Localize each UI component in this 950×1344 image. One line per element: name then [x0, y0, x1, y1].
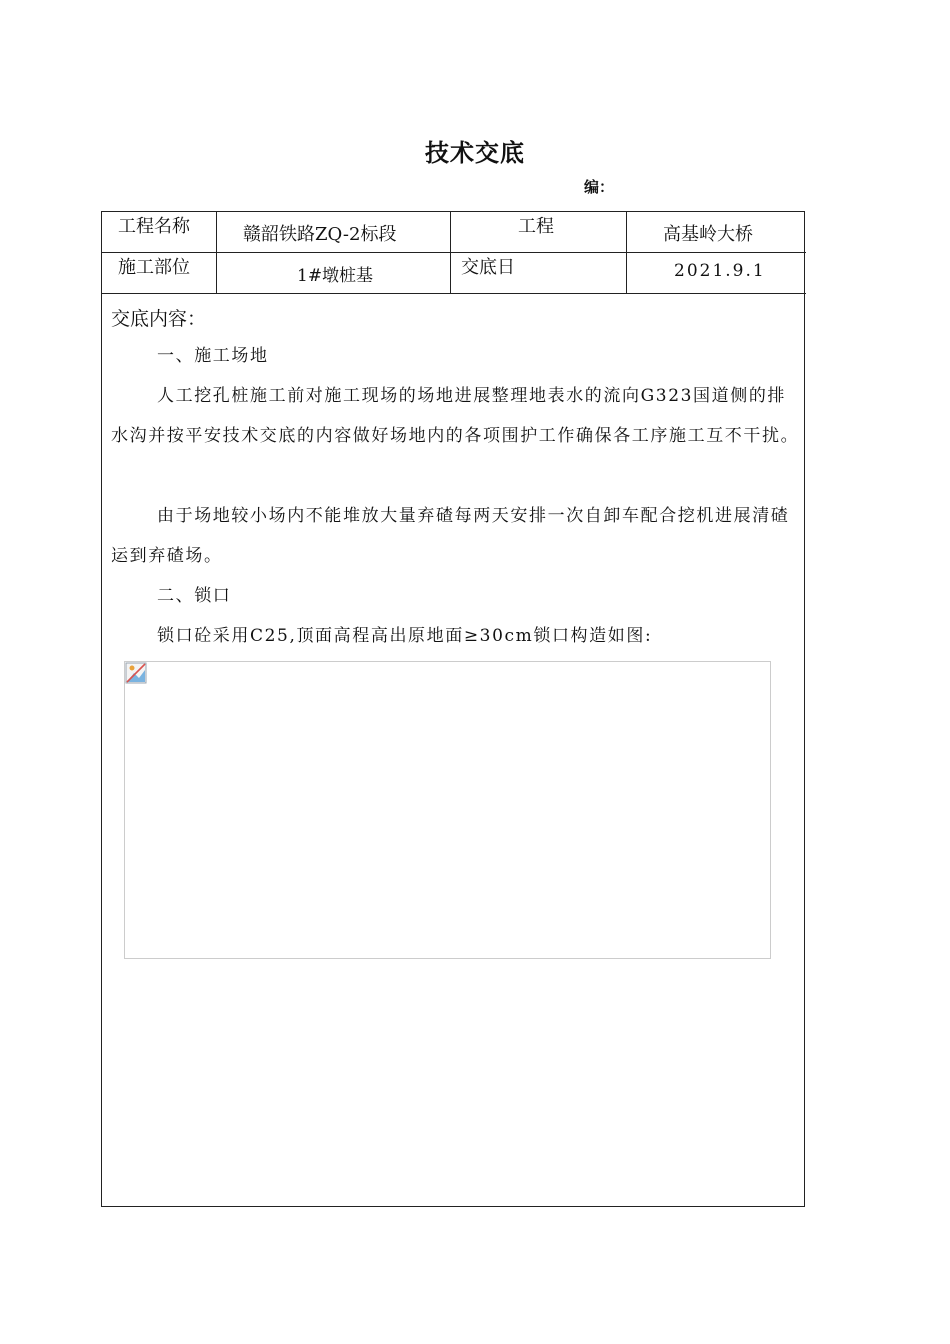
paragraph-lock: 锁口砼采用C25,顶面高程高出原地面≥30cm锁口构造如图:	[157, 626, 653, 646]
lock-structure-image	[124, 661, 771, 959]
table-col-divider	[216, 211, 217, 293]
table-bottom-divider	[101, 293, 806, 294]
handover-date-value: 2021.9.1	[674, 261, 766, 281]
table-col-divider	[626, 211, 627, 293]
broken-image-icon	[125, 662, 147, 684]
project-name-label: 工程名称	[118, 216, 190, 237]
table-row-divider	[101, 252, 806, 253]
construction-part-value: 1#墩桩基	[297, 266, 374, 286]
section2-heading: 二、锁口	[157, 586, 232, 606]
paragraph-site: 人工挖孔桩施工前对施工现场的场地进展整理地表水的流向G323国道侧的排水沟并按平安技术交底的内容做好场地内的各项围护工作确保各工序施工互不干扰。	[111, 386, 800, 446]
project-label: 工程	[518, 216, 554, 237]
editor-label: 编：	[584, 178, 615, 196]
document-title: 技术交底	[425, 139, 525, 167]
construction-part-label: 施工部位	[118, 257, 190, 278]
handover-date-label: 交底日	[461, 257, 515, 278]
section1-heading: 一、施工场地	[157, 346, 269, 366]
paragraph-slag: 由于场地较小场内不能堆放大量弃碴每两天安排一次自卸车配合挖机进展清碴运到弃碴场。	[111, 506, 790, 566]
project-value: 高基岭大桥	[663, 224, 753, 245]
content-title: 交底内容：	[111, 308, 207, 330]
project-name-value: 赣韶铁路ZQ-2标段	[243, 224, 397, 245]
table-col-divider	[450, 211, 451, 293]
